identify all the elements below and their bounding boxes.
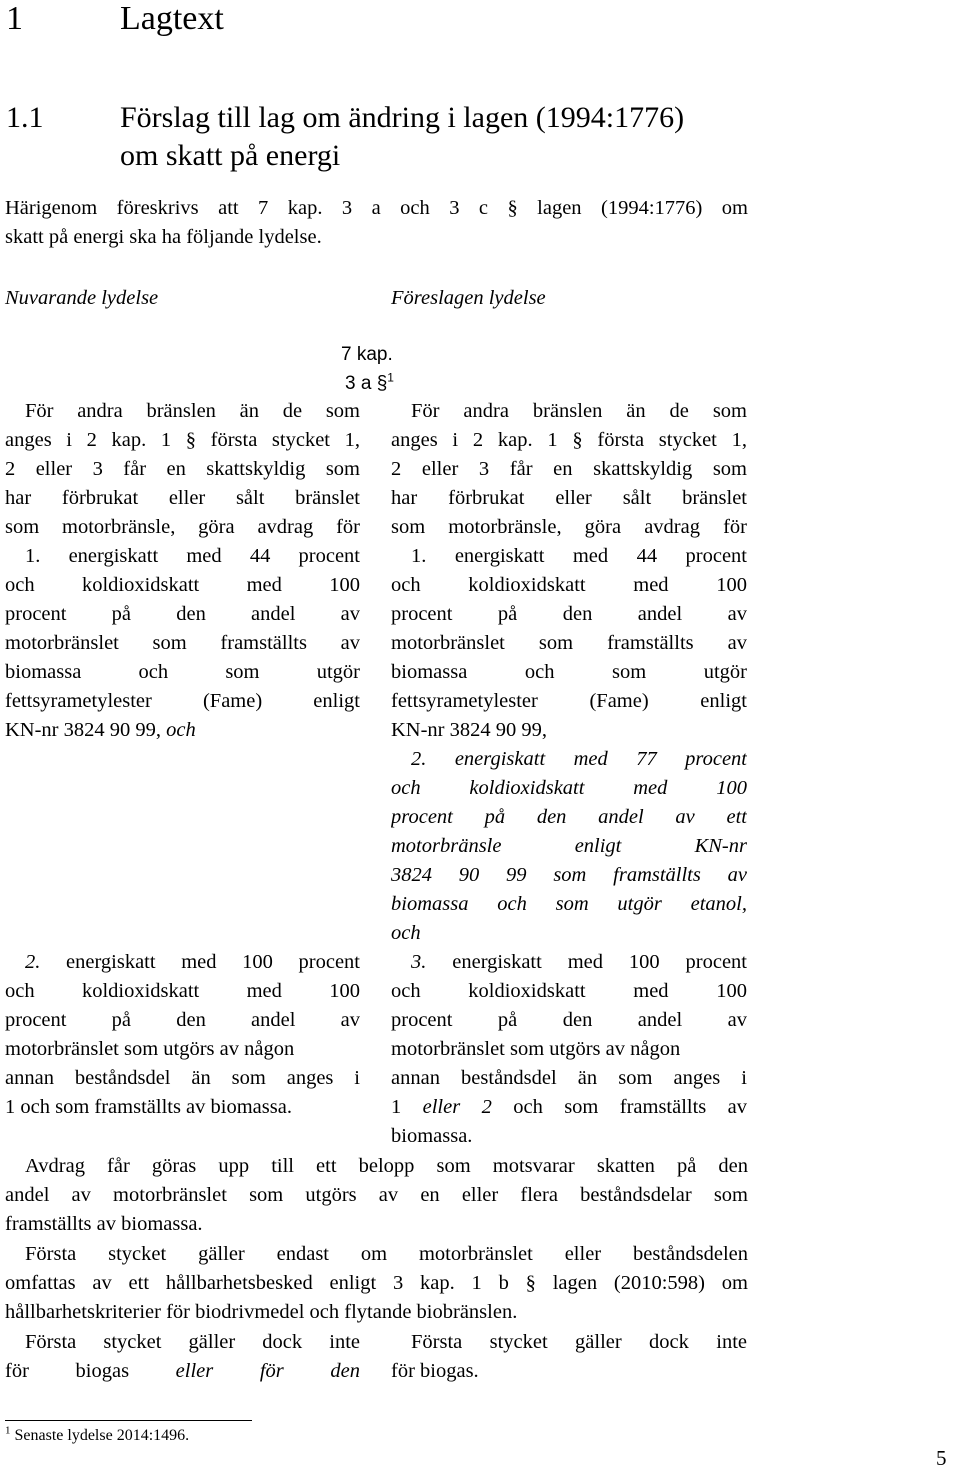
right-item3-line: biomassa. (391, 1125, 473, 1147)
right-item1-line: biomassa och som utgör (391, 661, 747, 683)
right-item3-line: procent på den andel av (391, 1009, 747, 1031)
right-item2-line: 3824 90 99 som framställts av (391, 864, 747, 886)
right-item1-line: procent på den andel av (391, 603, 747, 625)
section-label-text: 3 a § (345, 373, 388, 394)
footnote-rule (5, 1420, 252, 1421)
footnote-ref: 1 (387, 370, 394, 385)
right-item3-first-text: energiskatt med 100 procent (426, 951, 747, 973)
right-item3-line: annan beståndsdel än som anges i (391, 1067, 747, 1089)
proposed-wording-heading: Föreslagen lydelse (391, 287, 546, 309)
right-p1-line: För andra bränslen än de som (411, 400, 747, 422)
left-item2-line: 1 och som framställts av biomassa. (5, 1096, 292, 1118)
footnote (5, 1426, 189, 1446)
left-column-item2 (5, 948, 360, 1122)
right-item2-line: motorbränsle enligt KN-nr (391, 835, 747, 857)
right-item1-line: KN-nr 3824 90 99, (391, 719, 548, 741)
final-left-line1: Första stycket gäller dock inte (25, 1331, 360, 1353)
left-item2-line: motorbränslet som utgörs av någon (5, 1038, 295, 1060)
common1-line: Avdrag får göras upp till ett belopp som motsvarar skatten på den (25, 1155, 748, 1177)
left-item2-first-line (5, 948, 360, 977)
left-p1-line: För andra bränslen än de som (25, 400, 360, 422)
heading-2-title-line2: om skatt på energi (120, 139, 341, 172)
footnote-text: Senaste lydelse 2014:1496. (14, 1427, 190, 1444)
left-item2-line: annan beståndsdel än som anges i (5, 1067, 360, 1089)
right-item1-line: och koldioxidskatt med 100 (391, 574, 747, 596)
right-item1-line: motorbränslet som framställts av (391, 632, 747, 654)
right-item3-line: och koldioxidskatt med 100 (391, 980, 747, 1002)
heading-2-title-line1: Förslag till lag om ändring i lagen (1994:1776) (120, 101, 685, 134)
final-right (391, 1328, 747, 1386)
left-p1-line: har förbrukat eller sålt bränslet (5, 487, 360, 509)
intro-line: Härigenom föreskrivs att 7 kap. 3 a och 3 c § lagen (1994:1776) om (5, 197, 748, 219)
right-p1-line: har förbrukat eller sålt bränslet (391, 487, 747, 509)
section-label (345, 369, 394, 398)
left-column-p1 (5, 397, 360, 745)
common1-line: framställts av biomassa. (5, 1213, 203, 1235)
left-p1-line: anges i 2 kap. 1 § första stycket 1, (5, 429, 360, 451)
right-item2-line: och koldioxidskatt med 100 (391, 777, 747, 799)
left-p1-line: 2 eller 3 får en skattskyldig som (5, 458, 360, 480)
heading-2-number: 1.1 (6, 101, 44, 134)
final-left-line2-italic: eller för den (175, 1360, 360, 1382)
common2-line: hållbarhetskriterier för biodrivmedel och flytande biobränslen. (5, 1301, 518, 1323)
right-item1-line: 1. energiskatt med 44 procent (411, 545, 747, 567)
left-item2-first-text: energiskatt med 100 procent (40, 951, 360, 973)
left-item2-number: 2. (25, 951, 41, 973)
common2-line: Första stycket gäller endast om motorbränslet eller beståndsdelen (25, 1243, 748, 1265)
left-item1-line: och koldioxidskatt med 100 (5, 574, 360, 596)
left-item2-line: procent på den andel av (5, 1009, 360, 1031)
common2-line: omfattas av ett hållbarhetsbesked enligt 3 kap. 1 b § lagen (2010:598) om (5, 1272, 748, 1294)
right-item1-line: fettsyrametylester (Fame) enligt (391, 690, 747, 712)
final-left-line2 (5, 1357, 360, 1386)
right-p1-line: 2 eller 3 får en skattskyldig som (391, 458, 747, 480)
left-item1-last-plain: KN-nr 3824 90 99, (5, 719, 167, 741)
left-item1-line: 1. energiskatt med 44 procent (25, 545, 360, 567)
right-item3-l5-a: 1 (391, 1096, 423, 1118)
left-item1-line: procent på den andel av (5, 603, 360, 625)
footnote-number: 1 (5, 1424, 11, 1437)
common-paragraph-1 (5, 1152, 748, 1239)
left-item2-line: och koldioxidskatt med 100 (5, 980, 360, 1002)
right-item3-line-5 (391, 1093, 747, 1122)
left-item1-last-italic: och (166, 719, 196, 741)
right-p1-line: som motorbränsle, göra avdrag för (391, 516, 747, 538)
final-left (5, 1328, 360, 1386)
final-left-line2-plain: för biogas (5, 1360, 176, 1382)
common-paragraph-2 (5, 1240, 748, 1327)
right-item2-line: 2. energiskatt med 77 procent (411, 748, 747, 770)
right-item3-line: motorbränslet som utgörs av någon (391, 1038, 681, 1060)
intro-paragraph (5, 194, 748, 252)
left-item1-line: fettsyrametylester (Fame) enligt (5, 690, 360, 712)
right-p1-line: anges i 2 kap. 1 § första stycket 1, (391, 429, 747, 451)
right-item2-line: biomassa och som utgör etanol, (391, 893, 747, 915)
right-column-p1 (391, 397, 747, 1151)
final-right-line2: för biogas. (391, 1360, 479, 1382)
chapter-label: 7 kap. (341, 344, 393, 365)
right-item3-l5-italic: eller 2 (422, 1096, 492, 1118)
left-item1-line: biomassa och som utgör (5, 661, 360, 683)
right-item2-line: och (391, 922, 421, 944)
right-item3-first-line (391, 948, 747, 977)
intro-line: skatt på energi ska ha följande lydelse. (5, 226, 322, 248)
final-right-line1: Första stycket gäller dock inte (411, 1331, 747, 1353)
current-wording-heading: Nuvarande lydelse (5, 287, 159, 309)
right-item2-line: procent på den andel av ett (391, 806, 747, 828)
left-item1-line: motorbränslet som framställts av (5, 632, 360, 654)
right-item3-number: 3. (411, 951, 427, 973)
left-p1-line: som motorbränsle, göra avdrag för (5, 516, 360, 538)
left-item1-last-line (5, 716, 360, 745)
heading-1-number: 1 (6, 0, 23, 37)
heading-1-title: Lagtext (120, 0, 224, 37)
common1-line: andel av motorbränslet som utgörs av en eller flera beståndsdelar som (5, 1184, 748, 1206)
page-number: 5 (936, 1446, 947, 1470)
right-item3-l5-c: och som framställts av (491, 1096, 747, 1118)
